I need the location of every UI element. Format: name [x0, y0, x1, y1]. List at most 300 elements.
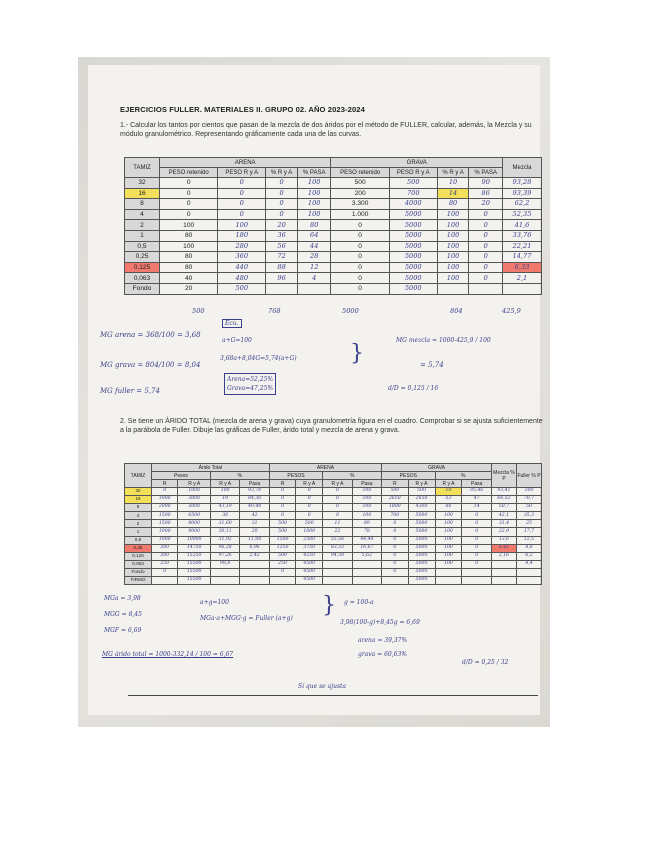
table-cell: 500 [269, 528, 295, 536]
table-cell: 0 [331, 252, 389, 263]
table-cell: 100 [435, 552, 462, 560]
table-cell: 0 [469, 273, 503, 284]
table-cell: 100 [297, 188, 331, 199]
table-cell [462, 568, 492, 576]
sum-grava-rya: 804 [450, 307, 463, 315]
table-cell: 40 [160, 273, 218, 284]
table-cell: 36 [210, 512, 239, 520]
table-cell: 98,8 [210, 560, 239, 568]
table-cell: 0 [382, 560, 408, 568]
table-cell: 5000 [389, 252, 437, 263]
table-cell: 500 [152, 544, 178, 552]
table-cell: 31 [240, 520, 269, 528]
table-cell: 86 [469, 188, 503, 199]
table-row [125, 536, 542, 544]
exercise2-statement: 2. Se tiene un ÁRIDO TOTAL (mezcla de arena y grava) cuya granulometría figura en el cuadro. Comprobar si se ajusta suficientemente a la parábola de Fuller. Dibuje las gráficas de Fuller, árido total y mezcla de arena y grava. [120, 418, 543, 434]
table-cell: 1800 [382, 504, 408, 512]
table-cell: 41,6 [503, 220, 542, 231]
fuller-table-1 [124, 157, 542, 295]
table-cell: 22 [323, 528, 352, 536]
table-cell [297, 283, 331, 294]
table-cell: 0 [462, 552, 492, 560]
col-peso-rya: PESO R y A [389, 168, 437, 178]
table-cell: 80 [160, 230, 218, 241]
table-cell: 4500 [296, 560, 323, 568]
table-cell: 0 [462, 512, 492, 520]
tamiz-cell: 0,25 [125, 544, 152, 552]
table-cell: 42 [240, 512, 269, 520]
table-cell: 95,46 [462, 488, 492, 496]
table-cell: 0 [323, 512, 352, 520]
col-pct: % [435, 472, 492, 480]
table-cell: 28 [297, 252, 331, 263]
table-cell: 15500 [178, 560, 211, 568]
table-cell: 0 [218, 188, 266, 199]
table-cell: 15500 [178, 568, 211, 576]
table-row [125, 199, 542, 210]
table-cell: 200 [331, 188, 389, 199]
table-cell: 1500 [152, 520, 178, 528]
table-cell: 180 [218, 230, 266, 241]
table-cell: 100 [297, 209, 331, 220]
tamiz-cell: 0,063 [125, 273, 160, 284]
col-r: R [382, 480, 408, 488]
table-cell: 0 [152, 568, 178, 576]
table-cell: 80 [160, 262, 218, 273]
table-cell: 3000 [178, 496, 211, 504]
table-cell: 100 [435, 520, 462, 528]
table-cell: 0 [382, 536, 408, 544]
mgg-note: MGG = 8,45 [104, 611, 142, 618]
table-cell: 64 [297, 230, 331, 241]
table-cell: 5000 [408, 520, 435, 528]
eq3-note-2: g = 100-a [344, 599, 374, 606]
table-cell: 500 [152, 552, 178, 560]
sum-arena-retenido: 500 [192, 307, 205, 315]
table-cell: 4,4 [517, 560, 542, 568]
res-arena-2: arena = 39,37% [358, 637, 408, 644]
table-cell: 31,60 [210, 520, 239, 528]
table-cell [517, 577, 542, 585]
table-cell: 20 [160, 283, 218, 294]
table-cell: 6500 [178, 512, 211, 520]
table-cell: 0 [462, 528, 492, 536]
tamiz-cell: 0,5 [125, 241, 160, 252]
table-cell [266, 283, 298, 294]
table-cell: 100 [437, 220, 469, 231]
col-rya: R y A [408, 480, 435, 488]
table-cell: 100 [435, 536, 462, 544]
table-row [125, 560, 542, 568]
table-cell: 12,5 [517, 536, 542, 544]
col-pesos: PESOS [269, 472, 322, 480]
table-cell: 100 [352, 488, 381, 496]
table-cell: 100 [297, 178, 331, 189]
mg-total-note: MG árido total = 1000-332,14 / 100 = 6,67 [102, 651, 234, 658]
tamiz-cell: 2 [125, 220, 160, 231]
table-cell [323, 568, 352, 576]
table-cell [210, 568, 239, 576]
table-row [125, 552, 542, 560]
table-cell: 2650 [382, 496, 408, 504]
table-cell: 100 [218, 220, 266, 231]
tamiz-cell: Fondo [125, 568, 152, 576]
table-cell: 0 [469, 262, 503, 273]
table-cell [492, 577, 517, 585]
table-cell: 1000 [152, 496, 178, 504]
table-cell: 0 [152, 488, 178, 496]
table-cell: 47 [462, 496, 492, 504]
table-cell: 25 [517, 520, 542, 528]
col-rya: R y A [178, 480, 211, 488]
table-cell: 36 [266, 230, 298, 241]
table-cell: 3750 [296, 544, 323, 552]
table-cell: 93,78 [240, 488, 269, 496]
table-cell: 40,48 [240, 504, 269, 512]
col-pasa: Pasa [352, 480, 381, 488]
table-row [125, 273, 542, 284]
table-cell: 0 [462, 544, 492, 552]
table-cell: 10 [437, 178, 469, 189]
res-grava-2: grava = 60,63% [358, 651, 407, 658]
table-cell [352, 568, 381, 576]
table-cell: 0 [331, 220, 389, 231]
table-cell [352, 577, 381, 585]
table-cell: 0 [469, 220, 503, 231]
table-row [125, 283, 542, 294]
table-cell: 96 [266, 273, 298, 284]
table-cell: 0 [269, 512, 295, 520]
col-rya: R y A [323, 480, 352, 488]
table-row [125, 504, 542, 512]
table-row [125, 262, 542, 273]
tamiz-cell: 8 [125, 199, 160, 210]
conclusion-note: Sí que se ajusta [298, 683, 347, 690]
table-cell [492, 560, 517, 568]
table-cell: 2,16 [492, 552, 517, 560]
table-cell: 10 [435, 488, 462, 496]
table-cell: 93,28 [503, 178, 542, 189]
tamiz-cell: 32 [125, 178, 160, 189]
table-cell: 0 [269, 496, 295, 504]
table-cell: 500 [331, 178, 389, 189]
table-cell: 700 [382, 512, 408, 520]
table-cell: 15250 [178, 552, 211, 560]
table-cell [240, 568, 269, 576]
table-cell: 5000 [389, 209, 437, 220]
table-cell: 0 [382, 544, 408, 552]
tamiz-cell: 4 [125, 209, 160, 220]
table-cell: 280 [218, 241, 266, 252]
table-cell: 100 [517, 488, 542, 496]
table-cell: 52,35 [503, 209, 542, 220]
col-rya: R y A [435, 480, 462, 488]
tamiz-cell: 8 [125, 504, 152, 512]
table-cell: 86 [435, 504, 462, 512]
table-cell: 5000 [408, 512, 435, 520]
table-cell: 3.300 [331, 199, 389, 210]
table-row [125, 544, 542, 552]
table-cell: 11,08 [240, 536, 269, 544]
table-cell: 2000 [152, 504, 178, 512]
table-cell: 89 [352, 520, 381, 528]
table-cell: 0 [296, 512, 323, 520]
table-cell: 72 [266, 252, 298, 263]
table-cell [503, 283, 542, 294]
table-cell: 0 [218, 178, 266, 189]
table-cell: 0 [323, 496, 352, 504]
col-tamiz: TAMIZ [125, 464, 152, 488]
table-cell: 500 [389, 178, 437, 189]
table-cell: 0 [469, 230, 503, 241]
table-cell: 42,1 [492, 512, 517, 520]
table-cell [517, 568, 542, 576]
table-cell: 0 [266, 178, 298, 189]
col-pesos: PESOS [382, 472, 435, 480]
table-cell: 100 [435, 528, 462, 536]
table-cell: 30,11 [210, 528, 239, 536]
table-cell: 44 [297, 241, 331, 252]
mgf-note: MGF = 6,69 [104, 627, 142, 634]
table-cell: 100 [435, 544, 462, 552]
table-cell: 2,42 [240, 552, 269, 560]
tamiz-cell: 0,5 [125, 536, 152, 544]
table-cell: 19 [210, 496, 239, 504]
table-cell: 0 [382, 528, 408, 536]
table-cell: 16,67 [352, 544, 381, 552]
col-pesos: Pesos [152, 472, 211, 480]
tamiz-cell: Fondo [125, 283, 160, 294]
col-pasa: Pasa [240, 480, 269, 488]
table-row [125, 528, 542, 536]
col-pct: % [323, 472, 382, 480]
table-cell: 2500 [296, 536, 323, 544]
table-cell: 5000 [389, 273, 437, 284]
table-cell: 500 [218, 283, 266, 294]
table-cell: 100 [435, 560, 462, 568]
res-arena: Arena=52,25% [227, 376, 274, 383]
table-cell: 100 [210, 488, 239, 496]
brace: } [350, 341, 364, 366]
table-cell: 4000 [389, 199, 437, 210]
table-cell [152, 577, 178, 585]
table-cell: 0 [218, 209, 266, 220]
table-cell [240, 560, 269, 568]
eq1-note: a+G=100 [222, 337, 252, 344]
col-peso-retenido: PESO retenido [331, 168, 389, 178]
table-cell: 22,9 [492, 528, 517, 536]
table-cell: 500 [296, 520, 323, 528]
tamiz-cell: 0,063 [125, 560, 152, 568]
table-cell: 500 [408, 488, 435, 496]
eq2-note-2: MGa·a+MGG·g = Fuller (a+g) [200, 615, 293, 622]
table-cell: 90 [469, 178, 503, 189]
table-cell: 5000 [389, 230, 437, 241]
table-cell: 0 [462, 520, 492, 528]
table-cell: 5000 [389, 283, 437, 294]
table-cell: 5000 [389, 262, 437, 273]
table-cell: 5,62 [352, 552, 381, 560]
table-cell: 100 [437, 209, 469, 220]
table-cell: 500 [269, 552, 295, 560]
mg-grava-note: MG grava = 804/100 = 8,04 [100, 361, 201, 369]
table-cell [469, 283, 503, 294]
table-cell: 100 [435, 512, 462, 520]
table-cell: 0 [160, 199, 218, 210]
table-cell: 250 [269, 560, 295, 568]
table-cell: 14750 [178, 544, 211, 552]
table-cell: 20 [469, 199, 503, 210]
table-cell: 4 [297, 273, 331, 284]
sum-grava-retenido: 5000 [342, 307, 359, 315]
table-cell: 13,6 [492, 536, 517, 544]
table-cell: 9000 [178, 528, 211, 536]
tamiz-cell: 4 [125, 512, 152, 520]
table-cell: 0 [160, 178, 218, 189]
table-row [125, 568, 542, 576]
table-cell: 8,8 [517, 544, 542, 552]
table-cell: 100 [437, 252, 469, 263]
table-cell: 96,28 [210, 544, 239, 552]
table-cell: 0 [331, 230, 389, 241]
table-cell: 84,36 [240, 496, 269, 504]
table-cell: 0 [218, 199, 266, 210]
table-cell: 6,2 [517, 552, 542, 560]
table-cell: 0 [266, 188, 298, 199]
table-row [125, 252, 542, 263]
table-cell: 35,3 [517, 512, 542, 520]
table-cell: 1500 [152, 512, 178, 520]
table-cell: 56 [266, 241, 298, 252]
table-cell: 0 [331, 273, 389, 284]
table-cell: 0 [269, 568, 295, 576]
table-cell [269, 577, 295, 585]
col-tamiz: TAMIZ [125, 158, 160, 178]
table-cell: 4500 [296, 568, 323, 576]
tamiz-cell: FIRMO [125, 577, 152, 585]
table-row [125, 220, 542, 231]
table-row [125, 241, 542, 252]
table-cell: 0 [269, 504, 295, 512]
table-cell: 93,41 [492, 488, 517, 496]
table-cell: 83,33 [323, 544, 352, 552]
table-cell: 33,76 [503, 230, 542, 241]
exercise1-statement: 1.- Calcular los tantos por cientos que pasan de la mezcla de dos áridos por el método de FULLER, calcular, además, la Mezcla y su módulo granulométrico. Representando gráficamente cada una de las curvas. [120, 122, 532, 138]
table-cell: 44,44 [352, 536, 381, 544]
table-cell: 0 [266, 209, 298, 220]
table-cell: 100 [352, 512, 381, 520]
table-cell: 11 [323, 520, 352, 528]
col-r: R [269, 480, 295, 488]
table-cell: 0 [382, 552, 408, 560]
table-cell: 100 [437, 262, 469, 273]
table-cell: 1000 [296, 528, 323, 536]
table-row [125, 520, 542, 528]
col-peso-retenido: PESO retenido [160, 168, 218, 178]
table-cell: 1.000 [331, 209, 389, 220]
table-cell: 100 [437, 273, 469, 284]
table-cell: 5000 [178, 504, 211, 512]
table-cell: 1000 [152, 528, 178, 536]
table-cell [382, 577, 408, 585]
col-r: R [152, 480, 178, 488]
result-box [224, 373, 276, 395]
col-pct-pasa: % PASA [297, 168, 331, 178]
table-cell: 0 [323, 504, 352, 512]
table-cell: 250 [152, 560, 178, 568]
table-cell: 6,33 [503, 262, 542, 273]
table-cell: 0 [331, 241, 389, 252]
footer-rule [128, 695, 538, 696]
table-cell: 97,26 [210, 552, 239, 560]
table-row [125, 230, 542, 241]
table-cell: 100 [160, 241, 218, 252]
table-cell: 62,2 [503, 199, 542, 210]
tamiz-cell: 0,25 [125, 252, 160, 263]
table-cell: 0 [462, 560, 492, 568]
table-cell: 17,7 [517, 528, 542, 536]
table-row [125, 488, 542, 496]
table-row [125, 178, 542, 189]
table-cell [240, 577, 269, 585]
table-cell: 50 [517, 504, 542, 512]
brace-2: } [322, 593, 336, 618]
tamiz-cell: 0,125 [125, 552, 152, 560]
table-row [125, 496, 542, 504]
ratio-note: d/D = 0,125 / 16 [388, 385, 439, 392]
table-cell: 20 [240, 528, 269, 536]
col-rya: R y A [210, 480, 239, 488]
table-cell: 100 [437, 230, 469, 241]
table-cell [323, 577, 352, 585]
table-cell: 14 [462, 504, 492, 512]
ecu-label: Ecu. [222, 319, 242, 328]
table-cell [352, 560, 381, 568]
table-cell: 0 [382, 520, 408, 528]
table-cell: 700 [389, 188, 437, 199]
table-cell: 8000 [178, 520, 211, 528]
group-arena: ARENA [269, 464, 381, 472]
table-cell: 0 [469, 252, 503, 263]
table-cell: 14,77 [503, 252, 542, 263]
group-grava: GRAVA [382, 464, 492, 472]
sum-arena-rya: 768 [268, 307, 281, 315]
table-cell: 0 [331, 283, 389, 294]
table-cell: 50,7 [492, 504, 517, 512]
eq2-note: 3,68a+8,04G=5,74(a+G) [220, 355, 297, 362]
mg-arena-note: MG arena = 368/100 = 3,68 [100, 331, 201, 339]
tamiz-cell: 2 [125, 520, 152, 528]
table-cell: 0 [266, 199, 298, 210]
col-mezcla: Mezcla [503, 158, 542, 178]
eq4-note-2: 3,98(100-g)+8,45g = 6,69 [340, 619, 420, 626]
table-cell: 94,38 [323, 552, 352, 560]
table-cell [462, 577, 492, 585]
table-cell: 4500 [296, 577, 323, 585]
col-pasa: Pasa [462, 480, 492, 488]
col-peso-rya: PESO R y A [218, 168, 266, 178]
table-cell: 5000 [408, 544, 435, 552]
col-fuller: Fuller % P [517, 464, 542, 488]
paper-sheet [88, 65, 543, 715]
table-cell: 55,56 [323, 536, 352, 544]
table-cell: 0 [160, 209, 218, 220]
table-cell: 0 [296, 488, 323, 496]
tamiz-cell: 16 [125, 188, 160, 199]
tamiz-cell: 1 [125, 528, 152, 536]
group-grava: GRAVA [331, 158, 503, 168]
table-cell: 100 [352, 496, 381, 504]
